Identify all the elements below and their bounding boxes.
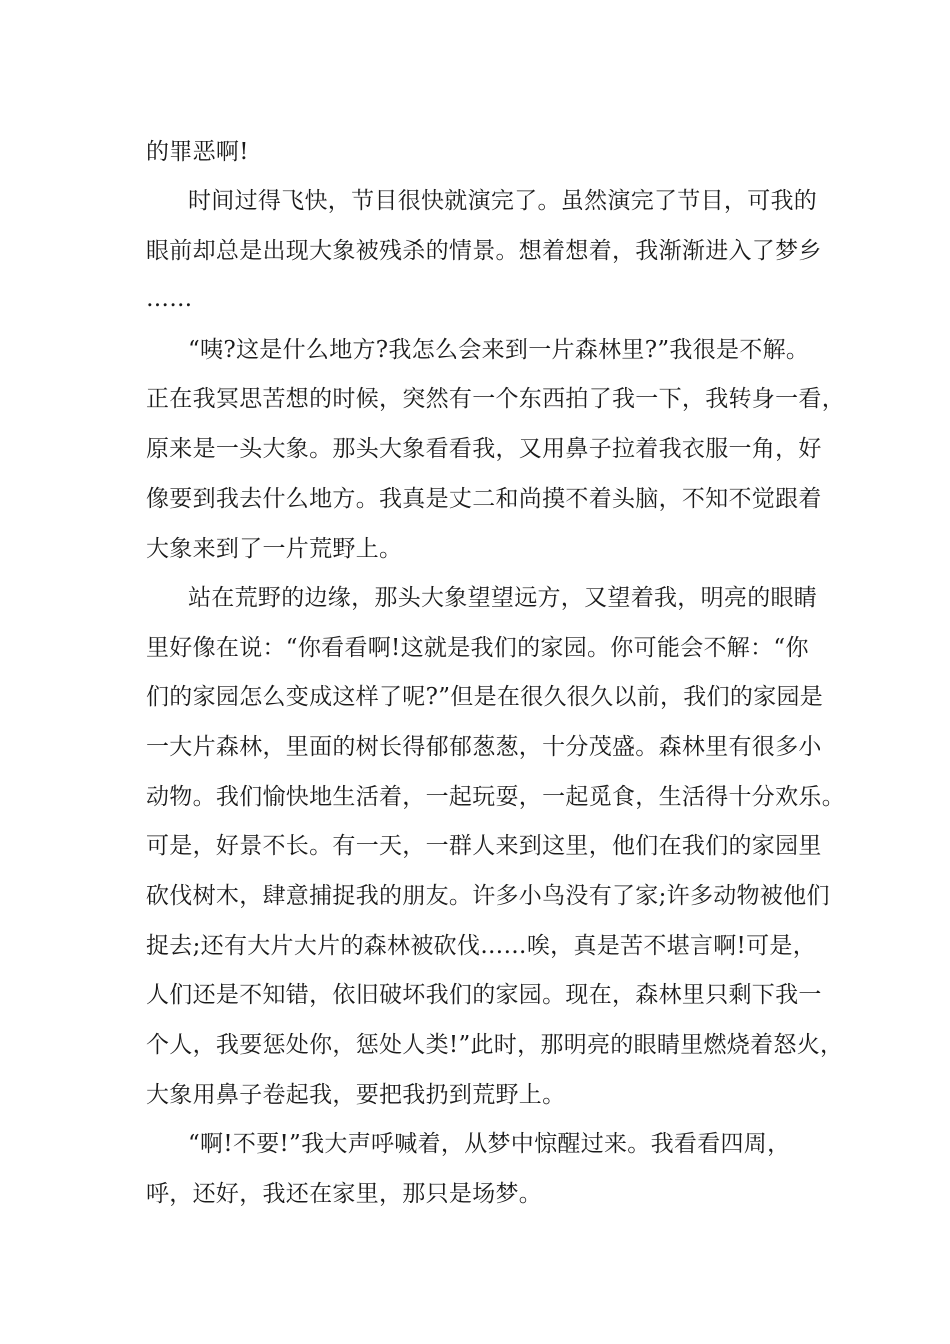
text-line: 动物。我们愉快地生活着，一起玩耍，一起觅食，生活得十分欢乐。 [146,784,845,810]
text-line: 个人，我要惩处你，惩处人类!”此时，那明亮的眼睛里燃烧着怒火， [146,1032,844,1058]
paragraph-start-line: 时间过得飞快，节目很快就演完了。虽然演完了节目，可我的 [188,188,818,214]
text-line: 原来是一头大象。那头大象看看我，又用鼻子拉着我衣服一角，好 [146,436,822,462]
text-line: 眼前却总是出现大象被残杀的情景。想着想着，我渐渐进入了梦乡 [146,238,822,264]
paragraph-start-line: “啊!不要!”我大声呼喊着，从梦中惊醒过来。我看看四周， [188,1131,791,1157]
paragraph-start-line: “咦?这是什么地方?我怎么会来到一片森林里?”我很是不解。 [188,337,810,363]
text-line: 正在我冥思苦想的时候，突然有一个东西拍了我一下，我转身一看， [146,386,845,412]
text-line: 的罪恶啊! [146,139,249,165]
paragraph-start-line: 站在荒野的边缘，那头大象望望远方，又望着我，明亮的眼睛 [188,585,818,611]
text-line: 里好像在说：“你看看啊!这就是我们的家园。你可能会不解：“你 [146,635,809,661]
text-line: 砍伐树木，肆意捕捉我的朋友。许多小鸟没有了家;许多动物被他们 [146,883,830,909]
text-line: 大象来到了一片荒野上。 [146,536,403,562]
text-line: 大象用鼻子卷起我，要把我扔到荒野上。 [146,1082,566,1108]
text-line: …… [146,286,193,312]
text-line: 像要到我去什么地方。我真是丈二和尚摸不着头脑，不知不觉跟着 [146,486,822,512]
text-line: 捉去;还有大片大片的森林被砍伐……唉，真是苦不堪言啊!可是， [146,933,816,959]
text-line: 一大片森林，里面的树长得郁郁葱葱，十分茂盛。森林里有很多小 [146,734,822,760]
text-line: 可是，好景不长。有一天，一群人来到这里，他们在我们的家园里 [146,833,822,859]
text-line: 呼，还好，我还在家里，那只是场梦。 [146,1181,543,1207]
text-line: 们的家园怎么变成这样了呢?”但是在很久很久以前，我们的家园是 [146,684,824,710]
text-line: 人们还是不知错，依旧破坏我们的家园。现在，森林里只剩下我一 [146,982,822,1008]
